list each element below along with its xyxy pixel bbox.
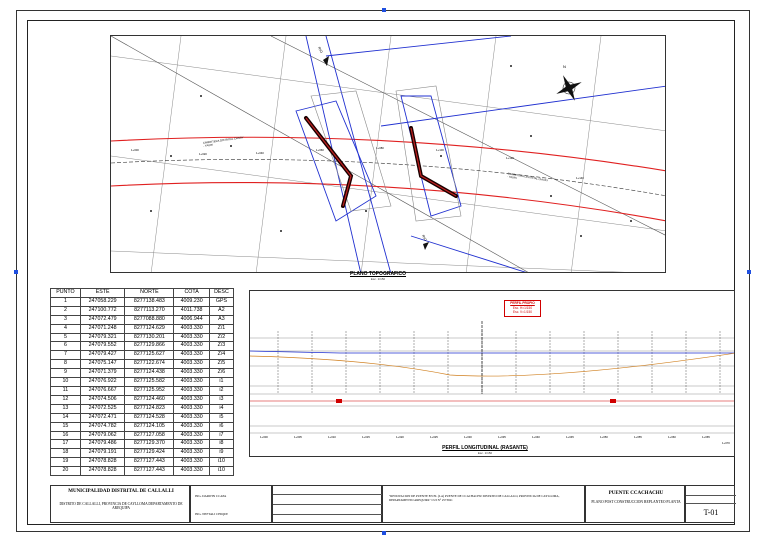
table-cell: 16: [51, 431, 81, 440]
column-header: ESTE: [80, 289, 125, 298]
table-row: [51, 467, 234, 476]
table-cell: 6: [51, 342, 81, 351]
project-name: "RENOVACION DE PUENTE EN EL (LA) PUENTE DE CCACHACHU DISTRITO DE CALLALLI, PROVINCIA DE CAYLLOMA, DEPARTAMENTO AREQUIPA" CUI N° 2573921: [389, 494, 560, 502]
table-cell: 3: [51, 315, 81, 324]
table-cell: 2: [51, 306, 81, 315]
table-cell: 8277138.483: [125, 297, 174, 306]
station-label: 1+020: [396, 435, 404, 439]
table-cell: 7: [51, 351, 81, 360]
table-cell: 247075.147: [80, 360, 125, 369]
station-label: 1+020: [199, 152, 207, 156]
plan-grid: [111, 36, 666, 273]
table-cell: 247079.427: [80, 351, 125, 360]
table-cell: 20: [51, 467, 81, 476]
table-cell: 8277124.438: [125, 369, 174, 378]
table-row: [51, 315, 234, 324]
station-label: 1+065: [702, 435, 710, 439]
table-row: [51, 369, 234, 378]
table-cell: 8277088.880: [125, 315, 174, 324]
sheet-divider: [686, 503, 736, 504]
title-block-project: [382, 485, 585, 523]
table-cell: 247072.471: [80, 413, 125, 422]
plan-scale: Esc. 1/150: [370, 277, 386, 281]
reviewer-name: ING. NEFTALI CHIQUE: [195, 512, 229, 516]
station-label: 1+120: [506, 156, 514, 160]
station-label: 1+100: [436, 148, 444, 152]
resize-handle-top[interactable]: [382, 8, 386, 12]
table-row: [51, 386, 234, 395]
column-header: DESC: [209, 289, 233, 298]
table-row: [51, 458, 234, 467]
station-label: 1+140: [576, 176, 584, 180]
profile-legend: [504, 300, 541, 317]
table-cell: 9: [51, 369, 81, 378]
table-cell: 4003.330: [174, 449, 209, 458]
table-cell: 4003.330: [174, 386, 209, 395]
table-cell: 8277124.528: [125, 413, 174, 422]
title-block-people: [190, 485, 272, 523]
table-row: [51, 422, 234, 431]
bridge-walls: [306, 118, 456, 206]
table-cell: i3: [209, 395, 233, 404]
station-label: 1+030: [464, 435, 472, 439]
table-cell: 4: [51, 324, 81, 333]
table-row: [51, 431, 234, 440]
table-cell: 11: [51, 386, 81, 395]
table-cell: 247079.321: [80, 333, 125, 342]
station-label: 1+070: [722, 441, 730, 445]
legend-line: Esc. H=1/150: [512, 305, 533, 310]
table-cell: i5: [209, 413, 233, 422]
river-label-1: RIO: [316, 46, 324, 54]
table-cell: 4003.330: [174, 324, 209, 333]
table-cell: 8: [51, 360, 81, 369]
table-cell: 8277125.582: [125, 378, 174, 387]
table-cell: 4003.330: [174, 413, 209, 422]
legend-title: PERFIL PROPIO: [510, 301, 535, 305]
table-cell: 17: [51, 440, 81, 449]
table-row: [51, 449, 234, 458]
legend-line: Esc. V=1/150: [512, 310, 533, 314]
table-cell: 247079.552: [80, 342, 125, 351]
table-cell: i2: [209, 386, 233, 395]
title-block-number: [685, 485, 735, 523]
table-cell: GPS: [209, 297, 233, 306]
table-cell: 8277124.629: [125, 324, 174, 333]
table-cell: 8277125.627: [125, 351, 174, 360]
table-cell: 4003.330: [174, 342, 209, 351]
table-cell: i7: [209, 431, 233, 440]
entity-location: DISTRITO DE CALLALLI, PROVINCIA DE CAYLLOMA DEPARTAMENTO DE AREQUIPA: [59, 502, 183, 510]
north-arrow-icon: [550, 69, 587, 106]
title-block-revisions: [272, 485, 382, 523]
table-cell: 247076.922: [80, 378, 125, 387]
station-label: 1+045: [566, 435, 574, 439]
table-cell: 13: [51, 404, 81, 413]
title-block-sheet: [585, 485, 685, 523]
station-label: 1+025: [430, 435, 438, 439]
table-cell: 8277127.058: [125, 431, 174, 440]
station-label: 1+055: [634, 435, 642, 439]
table-row: [51, 360, 234, 369]
table-cell: 247074.506: [80, 395, 125, 404]
table-cell: Z/1: [209, 324, 233, 333]
table-row: [51, 306, 234, 315]
table-cell: 8277124.823: [125, 404, 174, 413]
table-cell: 4003.330: [174, 351, 209, 360]
table-cell: 18: [51, 449, 81, 458]
table-cell: 4011.738: [174, 306, 209, 315]
table-cell: Z/2: [209, 333, 233, 342]
table-header-row: [51, 289, 234, 298]
table-cell: 247071.379: [80, 369, 125, 378]
coordinates-table: [50, 288, 234, 476]
table-cell: 247058.229: [80, 297, 125, 306]
station-label: 1+035: [498, 435, 506, 439]
table-row: [51, 333, 234, 342]
station-label: 1+040: [532, 435, 540, 439]
table-row: [51, 440, 234, 449]
table-row: [51, 297, 234, 306]
resize-handle-left[interactable]: [14, 270, 18, 274]
table-cell: 4003.330: [174, 395, 209, 404]
station-label: 1+005: [294, 435, 302, 439]
table-cell: 247076.667: [80, 386, 125, 395]
profile-scale: Esc. 1/150: [477, 451, 493, 455]
table-cell: 4003.330: [174, 458, 209, 467]
table-cell: i8: [209, 440, 233, 449]
resize-handle-bottom[interactable]: [382, 531, 386, 535]
table-cell: 4003.330: [174, 422, 209, 431]
table-cell: 8277113.270: [125, 306, 174, 315]
designer-name: ING. DARWIN CCAPA: [195, 494, 227, 498]
station-label: 1+000: [131, 148, 139, 152]
table-cell: 8277124.460: [125, 395, 174, 404]
station-label: 1+000: [260, 435, 268, 439]
table-cell: 8277122.674: [125, 360, 174, 369]
table-row: [51, 324, 234, 333]
bridge-wall-highlight: [306, 118, 456, 206]
road-label-2: CARRETERA DISTRITAL CHIVAY - YAURI: [506, 172, 549, 183]
profile-verticals: [278, 331, 720, 394]
table-cell: i10: [209, 458, 233, 467]
table-cell: Z/4: [209, 351, 233, 360]
table-cell: 247072.525: [80, 404, 125, 413]
table-row: [51, 395, 234, 404]
table-cell: 8277130.201: [125, 333, 174, 342]
table-cell: 19: [51, 458, 81, 467]
table-row: [51, 378, 234, 387]
table-cell: 4006.944: [174, 315, 209, 324]
station-label: 1+080: [376, 146, 384, 150]
table-cell: 247074.782: [80, 422, 125, 431]
table-cell: 10: [51, 378, 81, 387]
revision-divider: [273, 514, 383, 515]
table-cell: 247078.828: [80, 467, 125, 476]
column-header: PUNTO: [51, 289, 81, 298]
bridge-outlines: [296, 96, 461, 221]
bridge-name: PUENTE CCACHACHU: [608, 491, 664, 496]
table-cell: 12: [51, 395, 81, 404]
station-label: 1+010: [328, 435, 336, 439]
station-label: 1+060: [316, 148, 324, 152]
table-cell: 4003.330: [174, 378, 209, 387]
table-cell: 4003.330: [174, 431, 209, 440]
title-block-entity: [50, 485, 190, 523]
station-label: 1+040: [256, 151, 264, 155]
station-label: 1+060: [668, 435, 676, 439]
table-cell: Z/5: [209, 360, 233, 369]
survey-points: [150, 65, 632, 237]
column-header: NORTE: [125, 289, 174, 298]
table-cell: i9: [209, 449, 233, 458]
longitudinal-profile: [249, 290, 735, 457]
table-cell: 247071.248: [80, 324, 125, 333]
topographic-plan-view: [110, 35, 666, 273]
table-cell: A2: [209, 306, 233, 315]
profile-drawing: [250, 291, 735, 457]
entity-name: MUNICIPALIDAD DISTRITAL DE CALLALLI: [68, 489, 174, 494]
column-header: COTA: [174, 289, 209, 298]
resize-handle-right[interactable]: [747, 270, 751, 274]
table-cell: Z/3: [209, 342, 233, 351]
table-cell: 15: [51, 422, 81, 431]
plan-diagonals: [111, 36, 666, 273]
table-cell: 4003.330: [174, 467, 209, 476]
table-cell: 247079.486: [80, 440, 125, 449]
table-cell: 247079.191: [80, 449, 125, 458]
table-cell: 247079.062: [80, 431, 125, 440]
table-cell: i6: [209, 422, 233, 431]
terrain-line: [250, 353, 735, 376]
grade-line: [250, 351, 735, 353]
table-cell: 4003.330: [174, 369, 209, 378]
plan-drawing: [111, 36, 666, 273]
table-cell: 5: [51, 333, 81, 342]
sheet-number: T-01: [703, 508, 719, 517]
plan-title: PLANO TOPOGRAFICO: [349, 271, 407, 277]
table-cell: A3: [209, 315, 233, 324]
table-cell: i1: [209, 378, 233, 387]
table-cell: i10: [209, 467, 233, 476]
table-cell: 247072.479: [80, 315, 125, 324]
station-label: 1+015: [362, 435, 370, 439]
table-cell: 8277127.443: [125, 467, 174, 476]
table-cell: 4003.330: [174, 404, 209, 413]
flow-arrow-icon: [323, 56, 429, 250]
table-cell: 8277125.952: [125, 386, 174, 395]
table-cell: Z/6: [209, 369, 233, 378]
table-cell: 247100.772: [80, 306, 125, 315]
river-lines: [306, 36, 666, 273]
table-cell: 4003.330: [174, 360, 209, 369]
table-cell: 8277129.424: [125, 449, 174, 458]
table-cell: 4003.330: [174, 333, 209, 342]
coordinates-table-body: [51, 297, 234, 475]
revision-divider: [273, 504, 383, 505]
table-cell: 4003.330: [174, 440, 209, 449]
sheet-divider: [686, 495, 736, 496]
table-cell: 8277127.443: [125, 458, 174, 467]
table-cell: 247078.828: [80, 458, 125, 467]
table-cell: 4009.230: [174, 297, 209, 306]
north-label: N: [563, 64, 566, 69]
plan-name: PLANO POST CONSTRUCCION REPLANTEO PLANTA: [591, 500, 681, 504]
station-label: 1+050: [600, 435, 608, 439]
table-cell: 8277129.370: [125, 440, 174, 449]
profile-title: PERFIL LONGITUDINAL (RASANTE): [442, 445, 528, 451]
table-cell: 8277124.105: [125, 422, 174, 431]
table-row: [51, 404, 234, 413]
table-row: [51, 351, 234, 360]
table-cell: i4: [209, 404, 233, 413]
revision-divider: [273, 494, 383, 495]
table-row: [51, 342, 234, 351]
table-cell: 8277129.866: [125, 342, 174, 351]
table-row: [51, 413, 234, 422]
table-cell: 1: [51, 297, 81, 306]
river-label-2: RIO: [420, 234, 428, 242]
road-label-1: CARRETERA DISTRITAL CHIVAY - YAURI: [202, 136, 244, 148]
table-cell: 14: [51, 413, 81, 422]
